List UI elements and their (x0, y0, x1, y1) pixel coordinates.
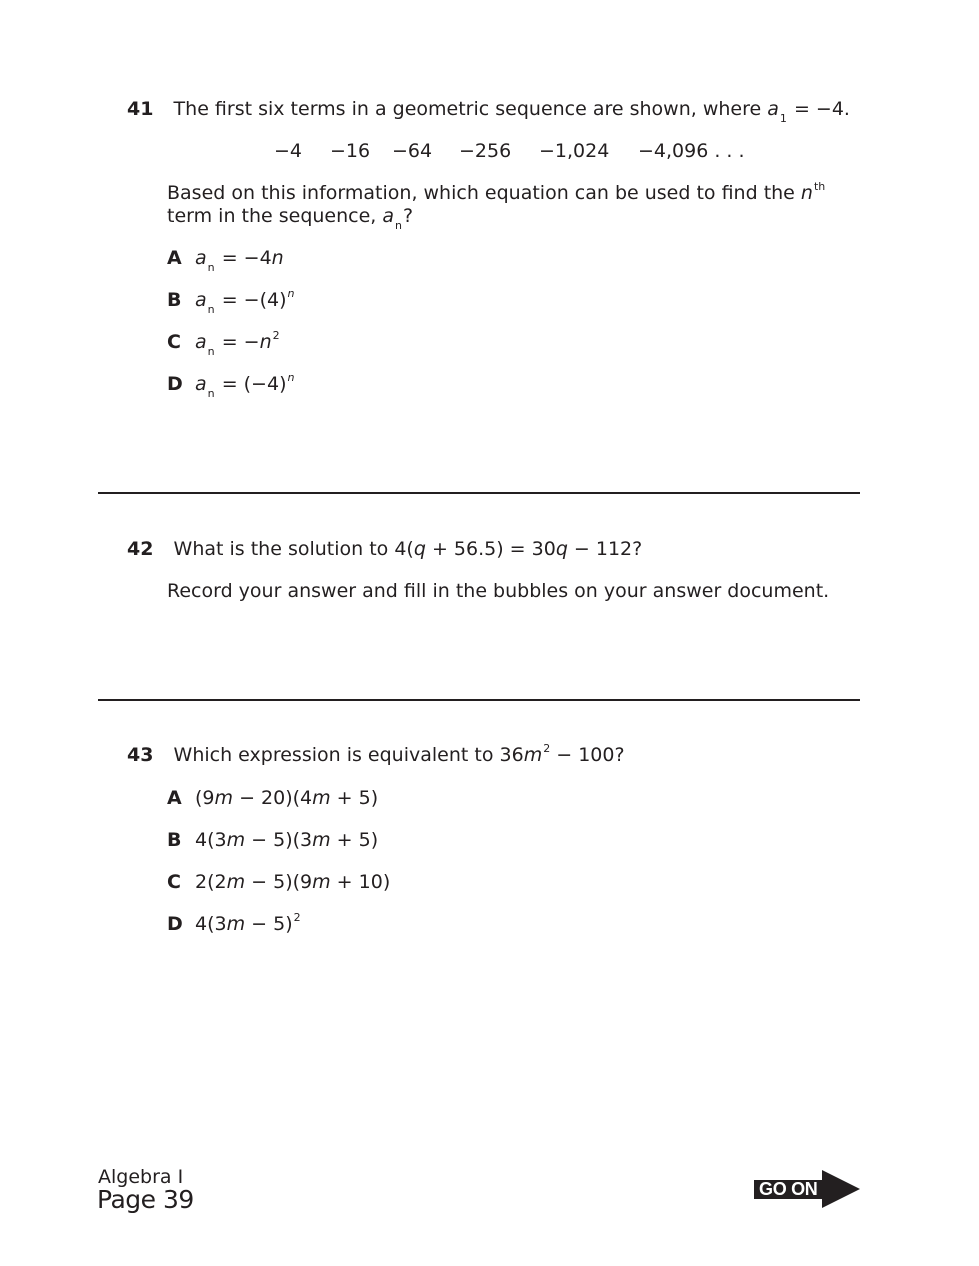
option-part: 2(2 (195, 871, 227, 893)
go-on-label: GO ON (759, 1179, 818, 1199)
sequence-term: −4 (274, 140, 303, 162)
sequence-term: −1,024 (539, 140, 610, 162)
option-part: 4(3 (195, 829, 227, 851)
option-variable: m (312, 871, 331, 893)
option-exponent: 2 (293, 911, 301, 924)
answer-option-c[interactable] (167, 329, 280, 358)
answer-option-d[interactable] (167, 371, 295, 400)
option-exponent: n (287, 371, 295, 384)
option-variable: m (312, 829, 331, 851)
prompt-text-2: term in the sequence, (167, 205, 377, 227)
option-letter: C (167, 331, 181, 353)
option-subscript: n (207, 387, 215, 400)
question-number: 41 (127, 98, 154, 120)
answer-option-a[interactable] (167, 787, 378, 809)
prompt-th: th (813, 180, 826, 193)
sequence-term: −16 (330, 140, 371, 162)
stem-text: − 112? (567, 538, 643, 560)
option-letter: A (167, 787, 182, 809)
stem-variable: q (413, 538, 426, 560)
question-number: 42 (127, 538, 154, 560)
sequence-term: −64 (392, 140, 433, 162)
go-on-arrow (754, 1170, 860, 1208)
option-variable: a (195, 331, 207, 353)
answer-option-c[interactable] (167, 871, 390, 893)
stem-subscript: 1 (779, 112, 787, 125)
option-part: (9 (195, 787, 215, 809)
option-variable: m (226, 871, 246, 893)
prompt-an-subscript: n (395, 219, 403, 232)
answer-option-a[interactable] (167, 247, 284, 274)
option-variable: m (226, 829, 246, 851)
stem-variable: q (555, 538, 568, 560)
option-variable: m (226, 913, 246, 935)
option-subscript: n (207, 345, 215, 358)
stem-variable: a (767, 98, 779, 120)
option-part: − 20)(4 (233, 787, 313, 809)
option-part: + 10) (330, 871, 391, 893)
option-subscript: n (207, 261, 215, 274)
page-number: Page 39 (97, 1185, 194, 1214)
answer-option-b[interactable] (167, 287, 295, 316)
section-divider (98, 492, 860, 494)
option-variable: a (195, 289, 207, 311)
sequence-terms (274, 140, 745, 162)
option-variable: a (195, 373, 207, 395)
stem-value: = −4. (793, 98, 850, 120)
stem-text: Which expression is equivalent to 36 (173, 744, 524, 766)
stem-variable: m (523, 744, 543, 766)
section-divider (98, 699, 860, 701)
option-variable: m (214, 787, 234, 809)
option-variable: m (312, 787, 331, 809)
option-expression: = (−4) (221, 373, 287, 395)
option-italic: n (271, 247, 284, 269)
option-letter: B (167, 289, 182, 311)
option-exponent: n (287, 287, 295, 300)
sequence-term: −256 (459, 140, 512, 162)
stem-text: + 56.5) = 30 (425, 538, 556, 560)
answer-option-d[interactable] (167, 913, 301, 935)
prompt-n: n (800, 182, 813, 204)
option-expression: = −(4) (221, 289, 287, 311)
option-letter: C (167, 871, 181, 893)
stem-exponent: 2 (543, 742, 551, 755)
option-part: 4(3 (195, 913, 227, 935)
stem-text: − 100? (550, 744, 625, 766)
option-letter: A (167, 247, 182, 269)
prompt-an-variable: a (382, 205, 395, 227)
option-italic: n (259, 331, 272, 353)
question-42-instruction: Record your answer and fill in the bubbles on your answer document. (167, 580, 830, 602)
option-variable: a (195, 247, 207, 269)
question-41-prompt-line2 (167, 205, 414, 232)
option-letter: D (167, 373, 183, 395)
option-letter: D (167, 913, 183, 935)
question-42-stem (127, 538, 642, 560)
option-subscript: n (207, 303, 215, 316)
option-part: + 5) (330, 787, 379, 809)
subject-label: Algebra I (98, 1166, 184, 1188)
question-43-stem (127, 744, 625, 766)
option-expression: = −4 (221, 247, 272, 269)
option-part: + 5) (330, 829, 379, 851)
prompt-text: Based on this information, which equation can be used to find the (167, 182, 795, 204)
option-part: − 5) (245, 913, 293, 935)
stem-text: What is the solution to 4( (173, 538, 414, 560)
option-part: − 5)(3 (245, 829, 313, 851)
stem-text: The first six terms in a geometric sequence are shown, where (173, 98, 762, 120)
option-expression: = − (221, 331, 260, 353)
question-41-prompt-line1 (167, 182, 825, 204)
option-exponent: 2 (272, 329, 280, 342)
prompt-question-mark: ? (403, 205, 414, 227)
option-letter: B (167, 829, 182, 851)
sequence-term: −4,096 . . . (638, 140, 745, 162)
question-41-stem (127, 98, 850, 125)
answer-option-b[interactable] (167, 829, 378, 851)
question-number: 43 (127, 744, 154, 766)
option-part: − 5)(9 (245, 871, 313, 893)
